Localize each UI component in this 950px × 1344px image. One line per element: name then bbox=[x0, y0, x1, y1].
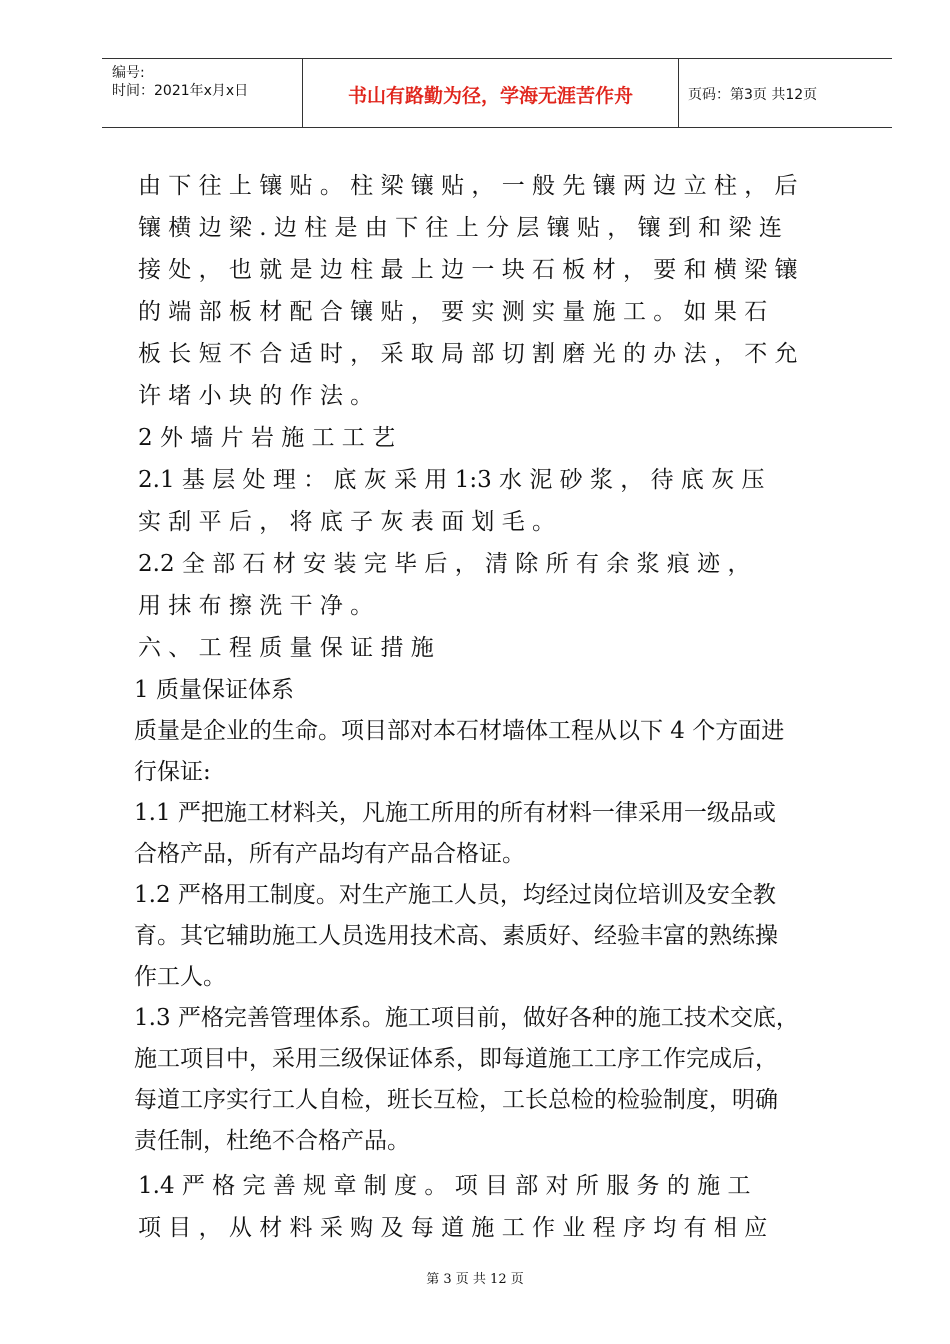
page-header bbox=[102, 58, 892, 128]
body-line: 2.1 基 层 处 理 ： 底 灰 采 用 1:3 水 泥 砂 浆 ， 待 底 灰 压 bbox=[138, 467, 765, 493]
header-page-info: 页码：第3页 共12页 bbox=[688, 87, 818, 103]
section-heading: 2 外 墙 片 岩 施 工 工 艺 bbox=[138, 425, 396, 451]
header-meta-cell bbox=[102, 59, 302, 127]
section-heading: 1 质量保证体系 bbox=[134, 677, 294, 703]
document-number-label: 编号: bbox=[112, 65, 145, 81]
body-line: 施工项目中，采用三级保证体系，即每道施工工序工作完成后， bbox=[134, 1046, 778, 1072]
body-line: 1.3 严格完善管理体系。施工项目前，做好各种的施工技术交底， bbox=[134, 1005, 799, 1031]
header-motto: 书山有路勤为径，学海无涯苦作舟 bbox=[347, 85, 633, 107]
body-line: 1.4 严 格 完 善 规 章 制 度 。 项 目 部 对 所 服 务 的 施 工 bbox=[138, 1173, 751, 1199]
body-line: 1.1 严把施工材料关，凡施工所用的所有材料一律采用一级品或 bbox=[134, 800, 776, 826]
body-line: 每道工序实行工人自检，班长互检，工长总检的检验制度，明确 bbox=[134, 1087, 778, 1113]
body-line: 接 处 ， 也 就 是 边 柱 最 上 边 一 块 石 板 材 ， 要 和 横 梁 镶 bbox=[138, 257, 798, 283]
body-line: 合格产品，所有产品均有产品合格证。 bbox=[134, 841, 525, 867]
body-line: 1.2 严格用工制度。对生产施工人员，均经过岗位培训及安全教 bbox=[134, 882, 776, 908]
body-line: 由 下 往 上 镶 贴 。 柱 梁 镶 贴 ， 一 般 先 镶 两 边 立 柱 ， 后 bbox=[138, 173, 798, 199]
body-line: 2.2 全 部 石 材 安 装 完 毕 后 ， 清 除 所 有 余 浆 痕 迹 ， bbox=[138, 551, 751, 577]
document-time-label: 时间：2021年x月x日 bbox=[112, 83, 249, 99]
header-motto-cell bbox=[302, 59, 679, 127]
body-line: 育。其它辅助施工人员选用技术高、素质好、经验丰富的熟练操 bbox=[134, 923, 778, 949]
body-line: 板 长 短 不 合 适 时 ， 采 取 局 部 切 割 磨 光 的 办 法 ， 不 允 bbox=[138, 341, 798, 367]
body-line: 实 刮 平 后 ， 将 底 子 灰 表 面 划 毛 。 bbox=[138, 509, 556, 535]
body-line: 镶 横 边 梁 . 边 柱 是 由 下 往 上 分 层 镶 贴 ， 镶 到 和 梁 连 bbox=[138, 215, 782, 241]
body-line: 责任制，杜绝不合格产品。 bbox=[134, 1128, 410, 1154]
body-line: 许 堵 小 块 的 作 法 。 bbox=[138, 383, 374, 409]
header-page-cell bbox=[678, 59, 892, 127]
section-heading: 六 、 工 程 质 量 保 证 措 施 bbox=[138, 635, 434, 661]
page-footer: 第 3 页 共 12 页 bbox=[426, 1272, 524, 1287]
body-line: 质量是企业的生命。项目部对本石材墙体工程从以下 4 个方面进 bbox=[134, 718, 785, 744]
body-line: 项 目 ， 从 材 料 采 购 及 每 道 施 工 作 业 程 序 均 有 相 应 bbox=[138, 1215, 768, 1241]
body-line: 行保证: bbox=[134, 759, 211, 785]
body-line: 用 抹 布 擦 洗 干 净 。 bbox=[138, 593, 374, 619]
body-line: 作工人。 bbox=[134, 964, 226, 990]
body-line: 的 端 部 板 材 配 合 镶 贴 ， 要 实 测 实 量 施 工 。 如 果 石 bbox=[138, 299, 768, 325]
